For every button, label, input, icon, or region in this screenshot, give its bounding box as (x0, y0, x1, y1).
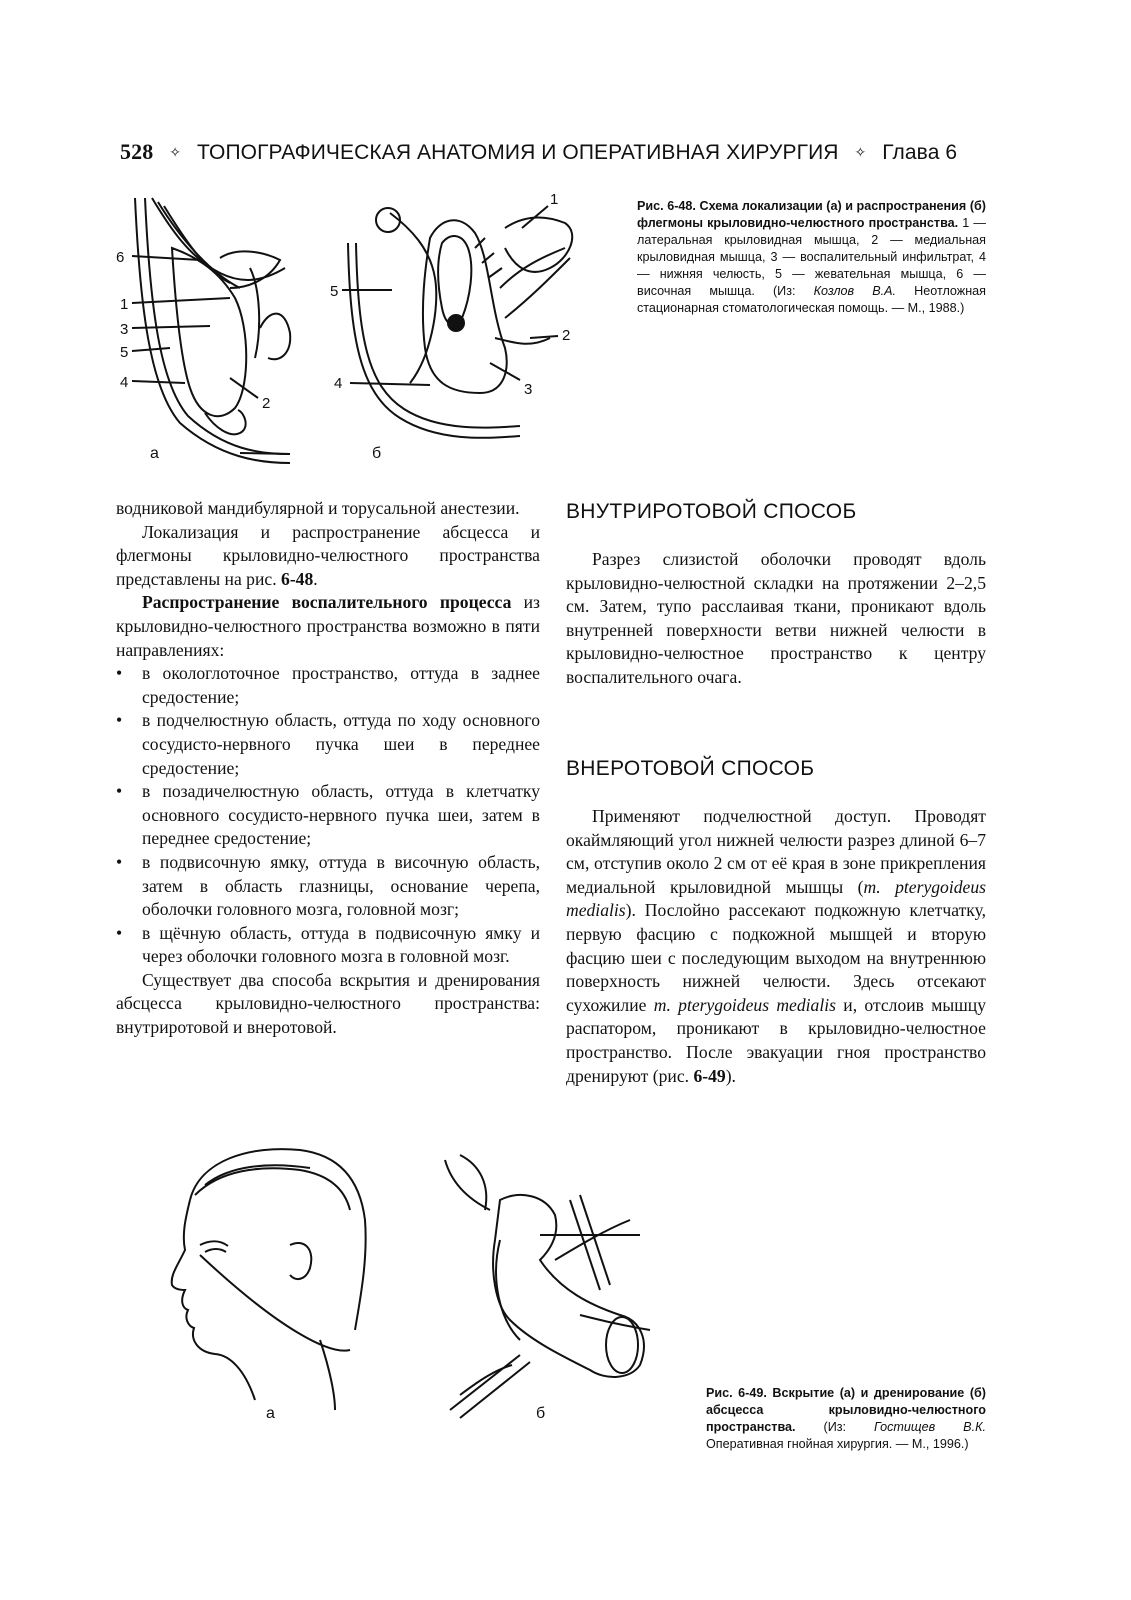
paragraph-end: . (313, 568, 318, 589)
paragraph (116, 591, 540, 662)
caption-title: Рис. 6-48. Схема локализации (а) и распространения (б) флегмоны крыловидно-челюстного пространства. (637, 199, 986, 230)
bullet: • (116, 781, 123, 802)
latin-term: m. pterygoideus medialis (653, 994, 836, 1015)
list-item-text: в подвисочную ямку, оттуда в височную область, затем в область глазницы, основание черепа, оболочки головного мозга, головной мозг; (142, 851, 540, 920)
list-item (116, 851, 540, 922)
right-column-paragraph-2 (566, 805, 986, 1088)
caption-author: Козлов В.А. (813, 284, 897, 298)
paragraph: Разрез слизистой оболочки проводят вдоль крыловидно-челюстной складки на протяжении 2–2,5 см. Затем, тупо расслаивая ткани, проникают вдоль внутренней поверхности ветви нижней челюсти в крыловидно-челюстное пространство к центру воспалительного очага. (566, 549, 986, 687)
figure-6-49-illustration (160, 1140, 660, 1440)
list-item-text: в подчелюстную область, оттуда по ходу основного сосудисто-нервного пучка шеи в переднее средостение; (142, 710, 540, 778)
separator-glyph: ✧ (169, 144, 182, 160)
list-item-text: в окологлоточное пространство, оттуда в заднее средостение; (142, 663, 540, 707)
list-item (116, 780, 540, 851)
fig48b-number-3: 3 (524, 381, 533, 398)
figure-6-48-caption (637, 198, 986, 317)
paragraph-text: ). Послойно рассекают подкожную клетчатку, первую фасцию с подкожной мышцей и вторую фасцию шеи с последующим выходом на внутреннюю поверхность нижней челюсти. Здесь отсекают сухожилие (566, 900, 986, 1015)
book-title: ТОПОГРАФИЧЕСКАЯ АНАТОМИЯ И ОПЕРАТИВНАЯ ХИРУРГИЯ (197, 141, 839, 164)
fig49-panel-a-label: а (266, 1405, 275, 1422)
fig49-panel-b-label: б (536, 1405, 546, 1422)
fig48-panel-a-label: а (150, 445, 159, 462)
bullet: • (116, 663, 123, 684)
latin-term: m. pterygoideus medialis (566, 876, 986, 921)
list-item-text: в позадичелюстную область, оттуда в клетчатку основного сосудисто-нервного пучка шеи, затем в переднее средостение; (142, 781, 540, 849)
right-column-paragraph-1 (566, 548, 986, 690)
fig48b-number-5: 5 (330, 283, 339, 300)
paragraph-text: Локализация и распространение абсцесса и флегмоны крыловидно-челюстного пространства представлены на рис. (116, 521, 540, 589)
left-column (116, 497, 540, 1040)
caption-author: Гостищев В.К. (873, 1420, 986, 1434)
paragraph: водниковой мандибулярной и торусальной анестезии. (116, 498, 520, 518)
section-heading-extraoral: ВНЕРОТОВОЙ СПОСОБ (566, 757, 815, 780)
bullet: • (116, 710, 123, 731)
list-item-text: в щёчную область, оттуда в подвисочную ямку и через оболочки головного мозга в головной мозг. (142, 922, 540, 967)
figure-reference: 6-49 (693, 1065, 726, 1086)
paragraph-text: и, отслоив мышцу распатором, проникают в крыловидно-челюстное пространство. После эвакуации гноя пространство дренируют (рис. (566, 994, 986, 1086)
figure-6-49-caption (706, 1385, 986, 1453)
paragraph: Существует два способа вскрытия и дренирования абсцесса крыловидно-челюстного пространства: внутриротовой и внеротовой. (116, 969, 540, 1038)
fig48a-number-4: 4 (120, 374, 129, 391)
separator-glyph: ✧ (854, 144, 867, 160)
figure-6-48-drawing (110, 188, 610, 478)
list-item (116, 662, 540, 709)
paragraph-text: Применяют подчелюстной доступ. Проводят окаймляющий угол нижней челюсти разрез длиной 6–7 см, отступив около 2 см от её края в зоне прикрепления медиальной крыловидной мышцы ( (566, 806, 986, 897)
fig48a-number-1: 1 (120, 296, 129, 313)
fig48b-number-4: 4 (334, 375, 343, 392)
caption-title: Рис. 6-49. Вскрытие (а) и дренирование (б) абсцесса крыловидно-челюстного пространства. (706, 1386, 986, 1434)
fig48b-number-1: 1 (550, 191, 559, 208)
figure-6-48-illustration (110, 188, 610, 478)
caption-source: Неотложная стационарная стоматологическая помощь. — М., 1988.) (637, 284, 987, 315)
page-number: 528 (120, 139, 154, 164)
bullet: • (116, 851, 123, 872)
running-head (120, 139, 958, 169)
chapter-label: Глава 6 (882, 141, 958, 164)
section-heading-intraoral: ВНУТРИРОТОВОЙ СПОСОБ (566, 500, 857, 523)
paragraph (116, 521, 540, 592)
fig48-panel-b-label: б (372, 445, 382, 462)
list-item (116, 922, 540, 969)
fig48a-number-2: 2 (262, 395, 271, 412)
fig48a-number-3: 3 (120, 321, 129, 338)
fig48b-number-2: 2 (562, 327, 571, 344)
caption-text: 1 — латеральная крыловидная мышца, 2 — медиальная крыловидная мышца, 3 — воспалительный инфильтрат, 4 — нижняя челюсть, 5 — жевательная мышца, 6 — височная мышца. (Из: (637, 216, 986, 298)
paragraph-end: ). (725, 1065, 736, 1086)
fig48a-number-5: 5 (120, 344, 129, 361)
paragraph-text: из крыловидно-челюстного пространства возможно в пяти направлениях: (116, 592, 540, 660)
caption-text: (Из: (795, 1420, 874, 1434)
fig48a-number-6: 6 (116, 249, 125, 266)
paragraph-lead: Распространение воспалительного процесса (142, 592, 512, 613)
list-item (116, 709, 540, 780)
figure-6-49-drawing (160, 1140, 660, 1440)
paragraph (566, 805, 986, 1088)
figure-reference: 6-48 (281, 568, 314, 589)
caption-source: Оперативная гнойная хирургия. — М., 1996.) (706, 1437, 969, 1451)
directions-list (116, 662, 540, 969)
bullet: • (116, 922, 123, 943)
